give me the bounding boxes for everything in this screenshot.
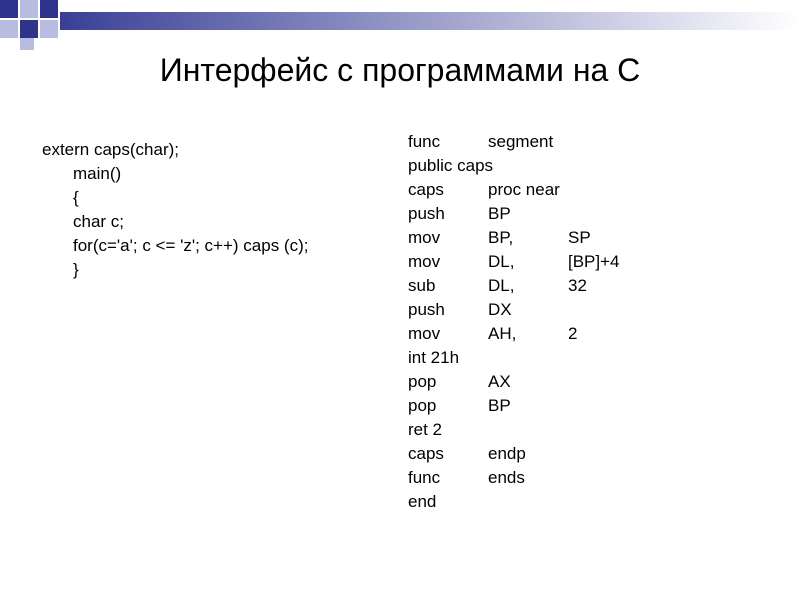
asm-col-1: public caps	[408, 156, 494, 175]
asm-col-1: int 21h	[408, 348, 460, 367]
asm-col-1: func	[408, 132, 441, 151]
asm-col-1: sub	[408, 276, 436, 295]
asm-col-2: BP,	[488, 228, 514, 247]
asm-col-1: func	[408, 468, 441, 487]
asm-col-2: AX	[488, 372, 511, 391]
asm-col-2: AH,	[488, 324, 517, 343]
code-line: main()	[73, 164, 122, 183]
header-gradient-bar	[60, 12, 800, 30]
deco-square	[0, 0, 18, 18]
asm-col-1: ret 2	[408, 420, 443, 439]
code-line: char c;	[73, 212, 125, 231]
asm-col-1: pop	[408, 372, 437, 391]
header-decoration	[0, 0, 800, 50]
asm-col-3: SP	[568, 228, 591, 247]
asm-col-1: caps	[408, 180, 444, 199]
asm-col-2: DL,	[488, 276, 515, 295]
asm-col-2: segment	[488, 132, 554, 151]
deco-square	[0, 20, 18, 38]
deco-square	[40, 0, 58, 18]
asm-col-1: end	[408, 492, 437, 511]
deco-square	[40, 20, 58, 38]
code-line: for(c='a'; c <= 'z'; c++) caps (c);	[73, 236, 309, 255]
asm-col-2: endp	[488, 444, 526, 463]
asm-col-3: [BP]+4	[568, 252, 620, 271]
asm-col-2: DL,	[488, 252, 515, 271]
deco-square	[20, 20, 38, 38]
asm-col-1: pop	[408, 396, 437, 415]
asm-col-1: mov	[408, 252, 441, 271]
asm-col-2: proc near	[488, 180, 560, 199]
asm-col-1: caps	[408, 444, 444, 463]
c-code-block	[42, 138, 308, 282]
slide-title: Интерфейс с программами на С	[159, 52, 641, 88]
deco-square	[20, 38, 34, 50]
asm-col-3: 32	[568, 276, 587, 295]
code-line: }	[73, 260, 79, 279]
asm-col-2: BP	[488, 396, 511, 415]
asm-col-1: push	[408, 300, 445, 319]
deco-square	[20, 0, 38, 18]
asm-col-1: mov	[408, 324, 441, 343]
asm-col-2: DX	[488, 300, 512, 319]
asm-col-2: ends	[488, 468, 525, 487]
asm-col-3: 2	[568, 324, 578, 343]
asm-col-2: BP	[488, 204, 511, 223]
code-line: {	[73, 188, 79, 207]
asm-col-1: push	[408, 204, 445, 223]
asm-col-1: mov	[408, 228, 441, 247]
code-line: extern caps(char);	[42, 140, 179, 159]
